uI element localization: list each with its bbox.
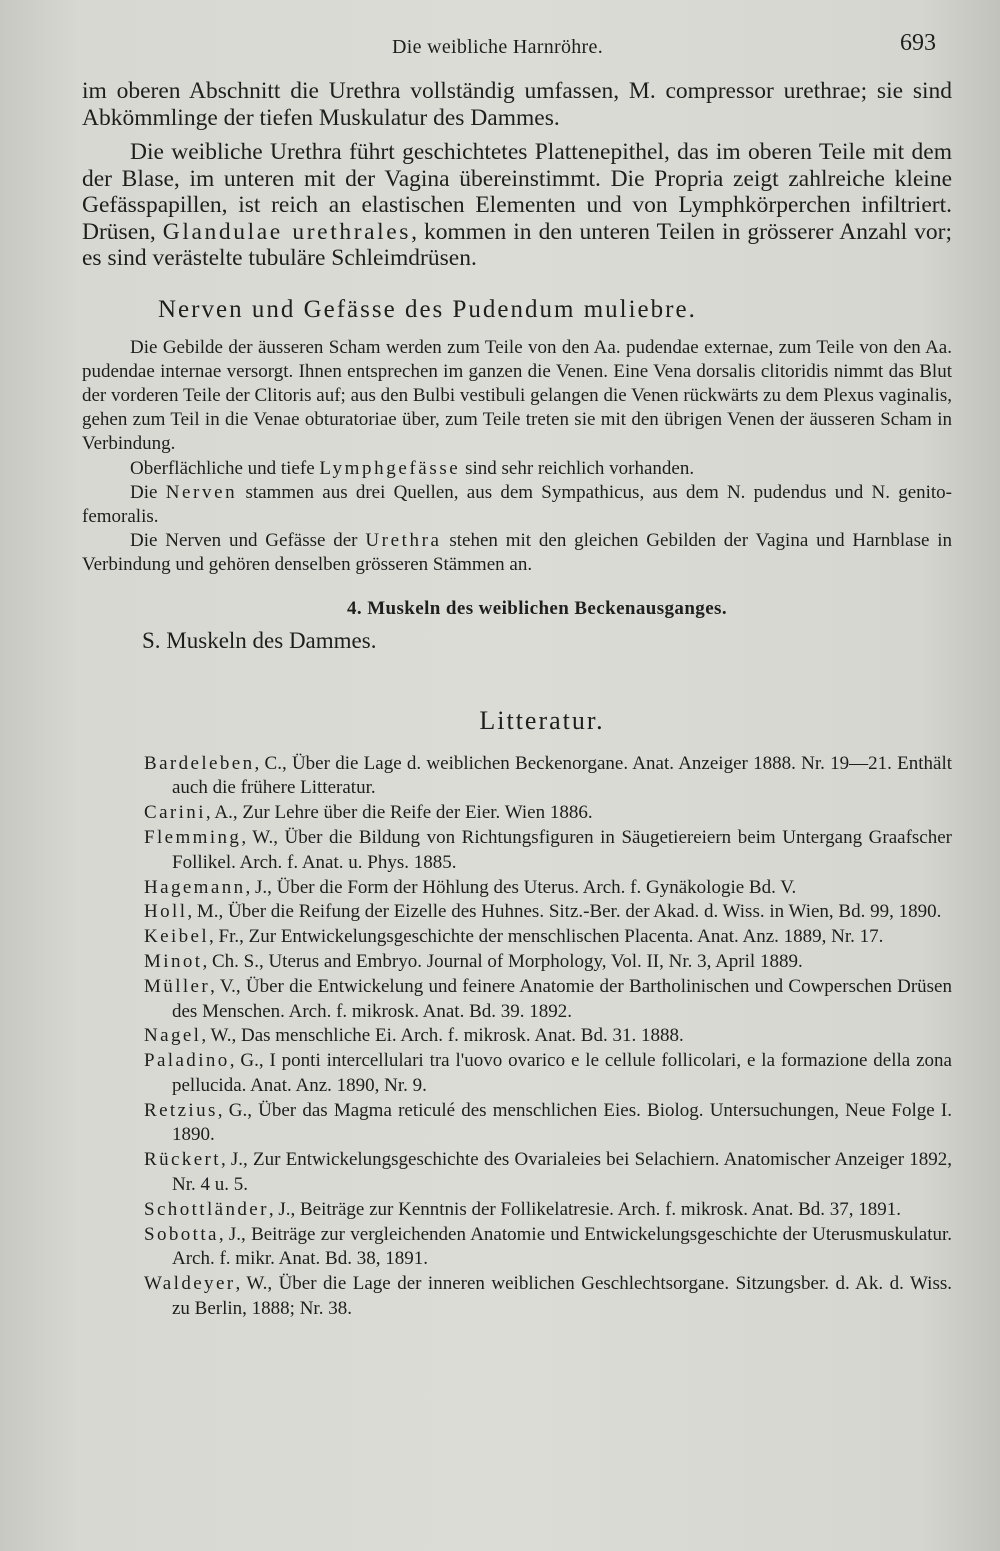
entry-citation: , Fr., Zur Entwickelungsgeschichte der menschlischen Placenta. Anat. Anz. 1889, Nr. 17.: [209, 926, 884, 948]
literature-entry: [144, 900, 952, 925]
entry-author: Paladino: [144, 1050, 230, 1072]
entry-citation: , M., Über die Reifung der Eizelle des Huhnes. Sitz.-Ber. der Akad. d. Wiss. in Wien, Bd. 99, 1890.: [187, 901, 942, 923]
section-heading-nerves: Nerven und Gefässe des Pudendum muliebre.: [158, 295, 697, 323]
literature-entry: [144, 1272, 952, 1322]
intro-paragraph-2: [82, 139, 952, 272]
entry-citation: , W., Über die Lage der inneren weiblichen Geschlechtsorgane. Sitzungsber. d. Ak. d. Wiss. zu Berlin, 1888; Nr. 38.: [172, 1273, 952, 1320]
text-run: stammen aus drei Quellen, aus dem Sympathicus, aus dem N. pudendus und N. genito-femoralis.: [82, 481, 953, 527]
literature-list: [82, 752, 952, 1322]
entry-author: Rückert: [144, 1149, 221, 1171]
literature-entry: [144, 1198, 952, 1223]
entry-citation: , J., Beiträge zur Kenntnis der Follikelatresie. Arch. f. mikrosk. Anat. Bd. 37, 1891.: [268, 1198, 902, 1220]
literature-entry: [144, 950, 952, 975]
entry-citation: , W., Über die Bildung von Richtungsfiguren in Säugetiereiern beim Untergang Graafscher Follikel. Arch. f. Anat. u. Phys. 1885.: [172, 826, 952, 873]
entry-citation: , W., Das menschliche Ei. Arch. f. mikrosk. Anat. Bd. 31. 1888.: [201, 1025, 684, 1047]
section-heading-muscles: 4. Muskeln des weiblichen Beckenausganges.: [347, 597, 727, 619]
literature-heading: Litteratur.: [479, 705, 605, 735]
nerves-paragraph-2: [82, 457, 952, 481]
entry-author: Bardeleben: [144, 752, 255, 774]
nerves-paragraph-1: Die Gebilde der äusseren Scham werden zum Teile von den Aa. pudendae externae, zum Teile von den Aa. pudendae internae versorgt. Ihnen entsprechen im ganzen die Venen. Eine Vena dorsalis clitoridis nimmt das Blut der vorderen Teile der Clitoris auf; aus den Bulbi vestibuli gelangen die Venen rückwärts zu dem Plexus vaginalis, gehen zum Teil in die Venae obturatoriae über, zum Teile treten sie mit den übrigen Venen der äusseren Scham in Verbindung.: [82, 336, 952, 455]
entry-author: Carini: [144, 802, 206, 824]
text-run: Die weibliche Urethra führt geschichtetes Plattenepithel, das im oberen Teile mit dem der Blase, im unteren mit der Vagina übereinstimmt. Die Propria zeigt zahlreiche kleine Gefässpapillen, ist reich an elastischen Elementen und von Lymphkörperchen infiltriert. Drüsen,: [82, 139, 952, 245]
spaced-term: Nerven: [165, 481, 238, 503]
text-run: Oberflächliche und tiefe: [130, 457, 320, 479]
text-run: , kommen in den unteren Teilen in grösserer Anzahl vor; es sind verästelte tubuläre Schleimdrüsen.: [82, 218, 953, 271]
entry-citation: , G., Über das Magma reticulé des menschlichen Eies. Biolog. Untersuchungen, Neue Folge I. 1890.: [172, 1099, 952, 1146]
nerves-paragraph-4: [82, 529, 952, 577]
page-number: 693: [900, 30, 936, 56]
text-run: stehen mit den gleichen Gebilden der Vagina und Harnblase in Verbindung und gehören denselben grösseren Stämmen an.: [82, 530, 952, 576]
literature-entry: [144, 1148, 952, 1198]
spaced-term: Urethra: [365, 530, 442, 552]
entry-author: Retzius: [144, 1099, 218, 1121]
literature-entry: [144, 1049, 952, 1099]
entry-author: Müller: [144, 975, 211, 997]
literature-entry: [144, 752, 952, 802]
literature-entry: [144, 975, 952, 1025]
page-header: [82, 30, 952, 78]
entry-author: Nagel: [144, 1025, 202, 1047]
nerves-paragraph-3: [82, 481, 952, 529]
entry-citation: , A., Zur Lehre über die Reife der Eier. Wien 1886.: [205, 802, 593, 824]
entry-author: Keibel: [144, 926, 210, 948]
entry-citation: , V., Über die Entwickelung und feinere Anatomie der Bartholinischen und Cowperschen Drüsen des Menschen. Arch. f. mikrosk. Anat. Bd. 39. 1892.: [172, 975, 952, 1022]
entry-citation: , C., Über die Lage d. weiblichen Beckenorgane. Anat. Anzeiger 1888. Nr. 19—21. Enthält auch die frühere Litteratur.: [172, 752, 952, 799]
entry-citation: , J., Zur Entwickelungsgeschichte des Ovarialeies bei Selachiern. Anatomischer Anzeiger 1892, Nr. 4 u. 5.: [172, 1149, 952, 1196]
literature-entry: [144, 925, 952, 950]
entry-citation: , Ch. S., Uterus and Embryo. Journal of Morphology, Vol. II, Nr. 3, April 1889.: [202, 950, 803, 972]
running-title: Die weibliche Harnröhre.: [392, 36, 603, 58]
entry-author: Sobotta: [144, 1223, 219, 1245]
entry-citation: , J., Über die Form der Höhlung des Uterus. Arch. f. Gynäkologie Bd. V.: [245, 876, 797, 898]
entry-citation: , G., I ponti intercellulari tra l'uovo ovarico e le cellule follicolari, e la formazione della zona pellucida. Anat. Anz. 1890, Nr. 9.: [172, 1050, 952, 1096]
literature-entry: [144, 1223, 952, 1273]
literature-entry: [144, 876, 952, 901]
literature-entry: [144, 1099, 952, 1149]
entry-author: Waldeyer: [144, 1273, 236, 1295]
spaced-term: Lymphgefässe: [319, 457, 461, 479]
spaced-term: Glandulae urethrales: [162, 218, 412, 245]
entry-author: Schottländer: [144, 1198, 269, 1220]
text-run: sind sehr reichlich vorhanden.: [460, 457, 695, 479]
intro-paragraph-1: im oberen Abschnitt die Urethra vollständig umfassen, M. compressor urethrae; sie sind Abkömmlinge der tiefen Muskulatur des Dammes.: [82, 78, 952, 131]
subheading-dammes: S. Muskeln des Dammes.: [142, 627, 377, 653]
text-run: Die: [130, 481, 166, 503]
literature-entry: [144, 1024, 952, 1049]
entry-author: Flemming: [144, 826, 242, 848]
entry-author: Minot: [144, 950, 203, 972]
literature-entry: [144, 801, 952, 826]
text-run: Die Nerven und Gefässe der: [130, 530, 366, 552]
entry-citation: , J., Beiträge zur vergleichenden Anatomie und Entwickelungsgeschichte der Uterusmuskulatur. Arch. f. mikr. Anat. Bd. 38, 1891.: [172, 1223, 952, 1270]
entry-author: Holl: [144, 901, 188, 923]
entry-author: Hagemann: [144, 876, 246, 898]
literature-entry: [144, 826, 952, 876]
